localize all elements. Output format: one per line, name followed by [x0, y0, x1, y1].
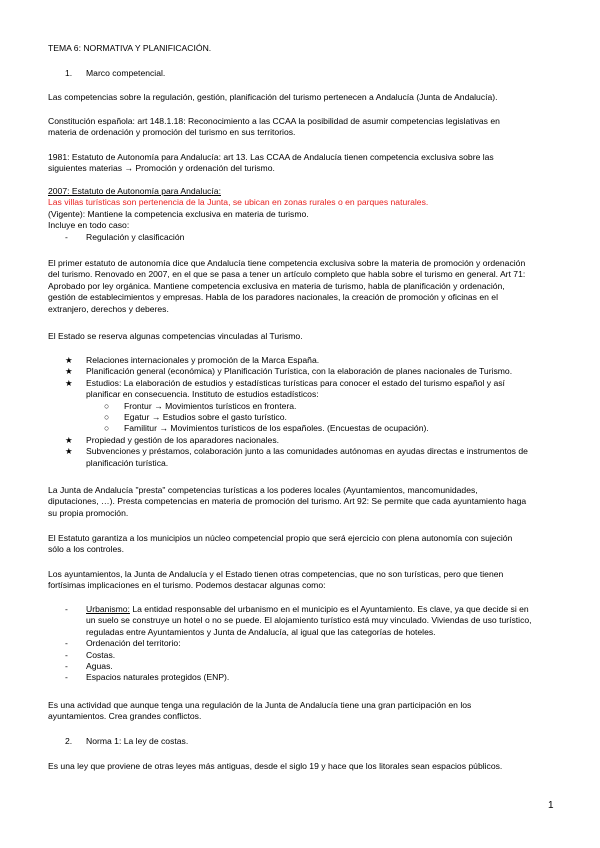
list-item-text: Ordenación del territorio:	[86, 638, 181, 649]
sub-list-item	[48, 401, 558, 412]
sub-list-item-text: Frontur → Movimientos turísticos en frontera.	[124, 400, 297, 411]
list-item-text: Relaciones internacionales y promoción de la Marca España.	[86, 355, 320, 365]
section-title: Marco competencial.	[86, 68, 166, 78]
paragraph: El Estado se reserva algunas competencias vinculadas al Turismo.	[48, 331, 303, 341]
list-item	[48, 378, 558, 401]
circle-bullet-icon: ○	[104, 423, 110, 434]
list-item	[48, 650, 558, 661]
text-line: El primer estatuto de autonomía dice que Andalucía tiene competencia exclusiva sobre la materia de promoción y ordenación	[48, 258, 526, 268]
list-item	[48, 366, 558, 377]
text-line: Subvenciones y préstamos, colaboración junto a las comunidades autónomas en ayudas directas e instrumentos de	[86, 446, 528, 457]
text-line: planificación turística.	[86, 457, 169, 468]
text-line: gestión de establecimientos y empresas. Habla de los paradores nacionales, la creación de promoción y oficinas en el	[48, 292, 498, 303]
list-item-text: Espacios naturales protegidos (ENP).	[86, 672, 230, 683]
circle-bullet-icon: ○	[104, 411, 110, 422]
star-list	[48, 355, 558, 469]
list-item	[48, 638, 558, 649]
list-item-text: Propiedad y gestión de los aparadores nacionales.	[86, 434, 280, 445]
star-bullet-icon: ★	[65, 377, 73, 388]
list-item	[48, 232, 558, 243]
list-item	[48, 435, 558, 446]
paragraph	[48, 700, 558, 723]
text-line: Incluye en todo caso:	[48, 220, 130, 231]
list-item-text: Costas.	[86, 649, 116, 660]
highlighted-note: Las villas turísticas son pertenencia de la Junta, se ubican en zonas rurales o en parques naturales.	[48, 197, 429, 208]
dash-bullet: -	[65, 231, 68, 242]
text-line: (Vigente): Mantiene la competencia exclusiva en materia de turismo.	[48, 208, 309, 219]
circle-bullet-icon: ○	[104, 400, 110, 411]
text-line	[86, 604, 532, 615]
paragraph	[48, 116, 558, 139]
section-number: 1.	[65, 68, 73, 78]
star-bullet-icon: ★	[65, 434, 73, 445]
paragraph	[48, 485, 558, 519]
section-number: 2.	[65, 736, 73, 746]
section-title: Norma 1: La ley de costas.	[86, 736, 189, 746]
subheading: 2007: Estatuto de Autonomía para Andalucía:	[48, 186, 221, 196]
sub-list-item-text: Egatur → Estudios sobre el gasto turístico.	[124, 411, 287, 422]
sub-list-item-text: Familitur → Movimientos turísticos de los españoles. (Encuestas de ocupación).	[124, 423, 429, 434]
sub-list-item	[48, 412, 558, 423]
dash-bullet: -	[65, 604, 68, 614]
text-line: materia de ordenación y promoción del turismo en sus territorios.	[48, 127, 296, 138]
text-line: fortísimas implicaciones en el turismo. Podemos destacar algunas como:	[48, 580, 326, 591]
paragraph: Es una ley que proviene de otras leyes más antiguas, desde el siglo 19 y hace que los litorales sean espacios públicos.	[48, 761, 503, 771]
urbanismo-label: Urbanismo:	[86, 604, 130, 614]
list-item	[48, 604, 558, 638]
paragraph	[48, 569, 558, 592]
text-line: planificar en consecuencia. Instituto de estudios estadísticos:	[86, 389, 319, 400]
text-line: Constitución española: art 148.1.18: Reconocimiento a las CCAA la posibilidad de asumir competencias legislativas en	[48, 116, 500, 126]
text-line: Los ayuntamientos, la Junta de Andalucía y el Estado tienen otras competencias, que no son turísticas, pero que tienen	[48, 569, 504, 579]
list-item-text-block	[86, 604, 532, 638]
text-line: El Estatuto garantiza a los municipios un núcleo competencial propio que será ejercicio con plena autonomía con sujeción	[48, 533, 513, 543]
list-item-text: Planificación general (económica) y Planificación Turística, con la elaboración de planes nacionales de Turismo.	[86, 366, 513, 377]
star-bullet-icon: ★	[65, 355, 73, 365]
dash-bullet: -	[65, 660, 68, 671]
paragraph	[48, 258, 558, 315]
dash-bullet: -	[65, 672, 68, 683]
text-line: del turismo. Renovado en 2007, en el que se pasa a tener un artículo completo que habla sobre el turismo en general. Art 71:	[48, 269, 526, 280]
text-line: La Junta de Andalucía "presta" competencias turísticas a los poderes locales (Ayuntamientos, mancomunidades,	[48, 485, 478, 495]
text-line: siguientes materias → Promoción y ordenación del turismo.	[48, 163, 275, 174]
text-line: un suelo se construye un hotel o no se puede. El alojamiento turístico está muy vinculado. Viviendas de uso turístico,	[86, 615, 532, 626]
text-line: su propia promoción.	[48, 507, 129, 518]
paragraph	[48, 533, 558, 556]
paragraph	[48, 152, 558, 175]
list-item-text-block	[86, 378, 505, 401]
text-line: Aprobado por ley orgánica. Mantiene competencia exclusiva en materia de turismo, habla de planificación y ordenación,	[48, 280, 505, 291]
text-line: reguladas entre Ayuntamientos y Junta de Andalucía, al igual que las categorías de hoteles.	[86, 626, 436, 637]
list-item-text: Regulación y clasificación	[86, 231, 185, 242]
statute-2007-block	[48, 186, 558, 243]
text-span: La entidad responsable del urbanismo en el municipio es el Ayuntamiento. Es clave, ya que decide si en	[129, 604, 529, 614]
dash-bullet: -	[65, 638, 68, 649]
text-line: ayuntamientos. Crea grandes conflictos.	[48, 711, 202, 722]
text-line: 1981: Estatuto de Autonomía para Andalucía: art 13. Las CCAA de Andalucía tienen competencia exclusiva sobre las	[48, 152, 494, 162]
list-item	[48, 355, 558, 366]
dash-bullet: -	[65, 649, 68, 660]
list-item	[48, 672, 558, 683]
star-bullet-icon: ★	[65, 366, 73, 377]
sub-list-item	[48, 423, 558, 434]
text-line: Estudios: La elaboración de estudios y estadísticas turísticas para conocer el estado del turismo español y así	[86, 377, 505, 388]
page-number: 1	[548, 800, 554, 811]
paragraph: Las competencias sobre la regulación, gestión, planificación del turismo pertenecen a Andalucía (Junta de Andalucía).	[48, 92, 498, 102]
list-item-text: Aguas.	[86, 660, 113, 671]
text-line: sólo a los controles.	[48, 544, 124, 555]
text-line: extranjero, derechos y deberes.	[48, 303, 169, 314]
list-item	[48, 661, 558, 672]
text-line: diputaciones, …). Presta competencias en materia de promoción del turismo. Art 92: Se permite que cada ayuntamiento haga	[48, 496, 527, 507]
list-item	[48, 446, 558, 469]
star-bullet-icon: ★	[65, 446, 73, 457]
text-line: Es una actividad que aunque tenga una regulación de la Junta de Andalucía tiene una gran participación en los	[48, 700, 472, 710]
list-item-text-block	[86, 446, 528, 469]
dash-list	[48, 604, 558, 684]
document-title: TEMA 6: NORMATIVA Y PLANIFICACIÓN.	[48, 43, 212, 53]
